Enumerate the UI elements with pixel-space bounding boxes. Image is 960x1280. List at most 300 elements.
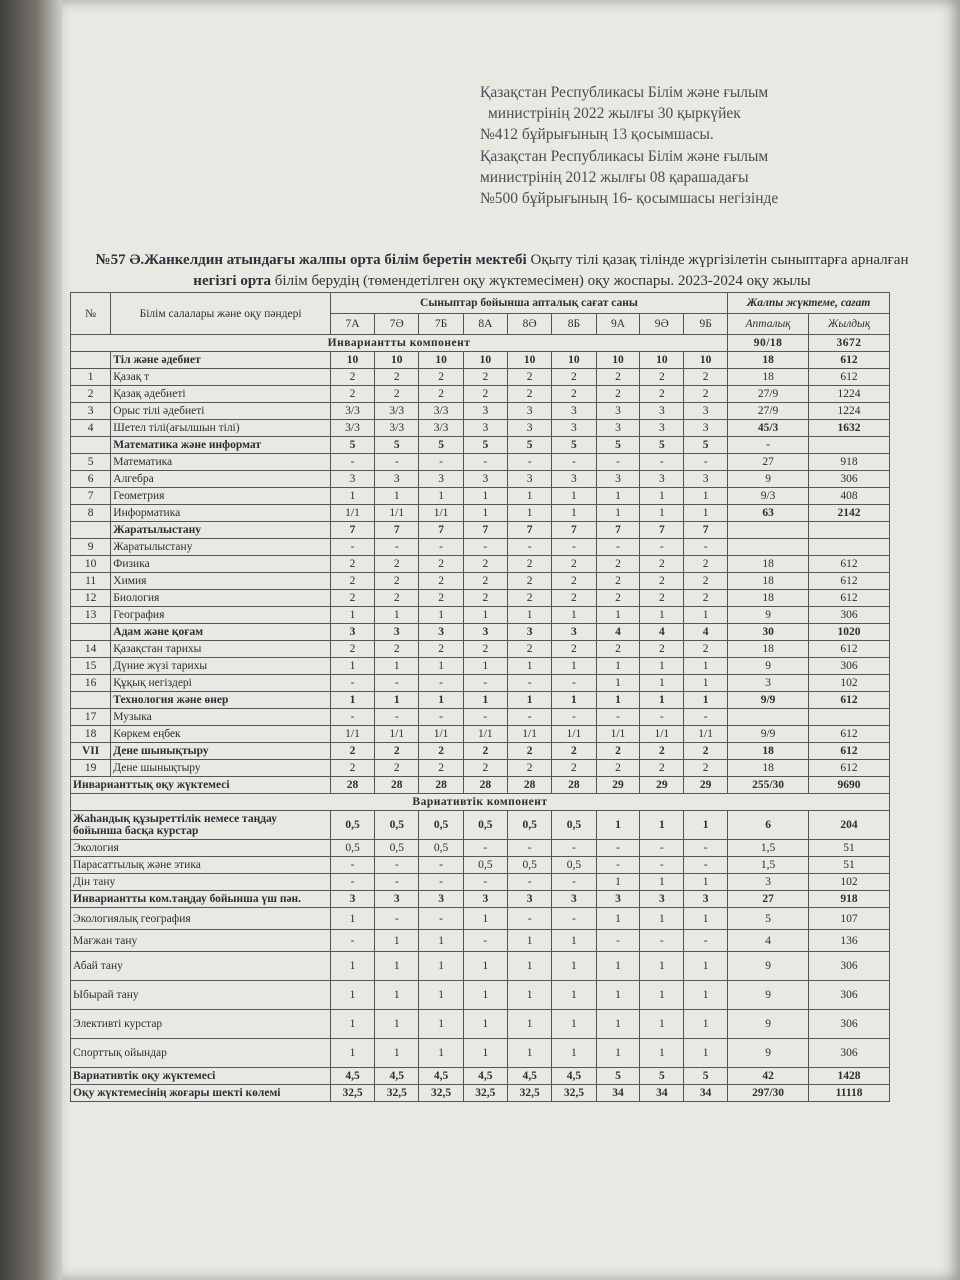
hours-cell: - (684, 709, 728, 726)
title-bold: негізгі орта (193, 273, 272, 289)
hours-cell: 1 (463, 981, 507, 1010)
hours-cell: - (463, 675, 507, 692)
hours-cell: 1 (596, 1010, 640, 1039)
hours-cell: 1 (507, 505, 551, 522)
hours-cell: 3 (684, 403, 728, 420)
hours-cell: 2 (375, 590, 419, 607)
table-row (71, 403, 890, 420)
col-subject: Білім салалары және оқу пәндері (111, 293, 331, 335)
subject-name: Жаратылыстану (111, 522, 331, 539)
hours-cell: - (684, 930, 728, 952)
hours-cell: 3 (507, 420, 551, 437)
hours-cell: - (507, 454, 551, 471)
subject-name: Вариативтік оқу жүктемесі (71, 1068, 331, 1085)
hours-cell: 1 (684, 811, 728, 840)
hours-cell: 2 (330, 590, 374, 607)
hours-cell: 2 (596, 760, 640, 777)
hours-cell: 5 (330, 437, 374, 454)
hours-cell: 1 (684, 952, 728, 981)
hours-cell: 1 (640, 607, 684, 624)
hours-cell: 3 (596, 891, 640, 908)
hours-cell: 1/1 (552, 726, 596, 743)
hours-cell: 1 (507, 981, 551, 1010)
hours-cell: 1 (375, 658, 419, 675)
hours-cell: 1 (684, 692, 728, 709)
hours-cell: 2 (552, 641, 596, 658)
yearly-total: 612 (809, 352, 890, 369)
hours-cell: - (684, 840, 728, 857)
table-row (71, 420, 890, 437)
hours-cell: 1 (596, 874, 640, 891)
hours-cell: 0,5 (419, 840, 463, 857)
col-number: № (71, 293, 111, 335)
hours-cell: 4,5 (507, 1068, 551, 1085)
class-8a: 8А (463, 314, 507, 335)
header-line: №412 бұйрығының 13 қосымшасы. (480, 126, 714, 143)
hours-cell: 1/1 (330, 726, 374, 743)
hours-cell: 1 (419, 952, 463, 981)
hours-cell: 2 (463, 386, 507, 403)
hours-cell: 0,5 (375, 840, 419, 857)
weekly-total (728, 539, 809, 556)
row-number: 17 (71, 709, 111, 726)
table-row (71, 930, 890, 952)
hours-cell: 1 (596, 607, 640, 624)
class-9ae: 9Ә (640, 314, 684, 335)
header-line: министрінің 2012 жылғы 08 қарашадағы (480, 169, 749, 186)
hours-cell: 1 (463, 692, 507, 709)
hours-cell: 5 (596, 437, 640, 454)
hours-cell: 1 (684, 488, 728, 505)
hours-cell: 28 (375, 777, 419, 794)
hours-cell: 1 (463, 505, 507, 522)
row-number (71, 522, 111, 539)
header-line: Қазақстан Республикасы Білім және ғылым (480, 84, 769, 101)
hours-cell: 32,5 (375, 1085, 419, 1102)
subject-name: Құқық негіздері (111, 675, 331, 692)
row-number: VII (71, 743, 111, 760)
hours-cell: 0,5 (507, 857, 551, 874)
hours-cell: 2 (596, 590, 640, 607)
hours-cell: 2 (552, 573, 596, 590)
hours-cell: 2 (552, 386, 596, 403)
hours-cell: 2 (419, 386, 463, 403)
table-row (71, 874, 890, 891)
table-row (71, 624, 890, 641)
hours-cell: 1 (330, 981, 374, 1010)
book-spine (0, 0, 62, 1280)
hours-cell: - (463, 454, 507, 471)
hours-cell: 1 (552, 607, 596, 624)
hours-cell: 1 (507, 1010, 551, 1039)
yearly-total: 306 (809, 471, 890, 488)
row-number: 9 (71, 539, 111, 556)
hours-cell: 5 (463, 437, 507, 454)
hours-cell: 2 (552, 369, 596, 386)
hours-cell: 2 (375, 760, 419, 777)
weekly-total: 255/30 (728, 777, 809, 794)
hours-cell: 3 (552, 403, 596, 420)
hours-cell: 1 (463, 488, 507, 505)
hours-cell: 4,5 (552, 1068, 596, 1085)
hours-cell: 1 (596, 952, 640, 981)
yearly-total: 306 (809, 952, 890, 981)
hours-cell: 5 (640, 1068, 684, 1085)
hours-cell: 2 (375, 743, 419, 760)
yearly-total: 612 (809, 692, 890, 709)
hours-cell: - (552, 709, 596, 726)
hours-cell: 2 (507, 760, 551, 777)
hours-cell: 1 (507, 952, 551, 981)
hours-cell: 2 (684, 556, 728, 573)
class-7ae: 7Ә (375, 314, 419, 335)
hours-cell: 1 (684, 1010, 728, 1039)
hours-cell: - (507, 840, 551, 857)
hours-cell: - (640, 454, 684, 471)
hours-cell: 0,5 (463, 811, 507, 840)
hours-cell: 2 (463, 369, 507, 386)
hours-cell: - (330, 675, 374, 692)
hours-cell: - (419, 857, 463, 874)
subject-name: Жаратылыстану (111, 539, 331, 556)
table-row (71, 675, 890, 692)
hours-cell: - (507, 709, 551, 726)
row-number (71, 437, 111, 454)
hours-cell: - (375, 675, 419, 692)
title-text: Оқыту тілі қазақ тілінде жүргізілетін сыныптарға арналған (526, 252, 909, 268)
hours-cell: 2 (507, 590, 551, 607)
hours-cell: 1 (552, 930, 596, 952)
hours-cell: 2 (552, 743, 596, 760)
hours-cell: - (463, 709, 507, 726)
hours-cell: 1/1 (419, 505, 463, 522)
hours-cell: 1 (596, 658, 640, 675)
weekly-total: 1,5 (728, 857, 809, 874)
hours-cell: 1 (375, 1010, 419, 1039)
hours-cell: 1 (419, 981, 463, 1010)
hours-cell: 1/1 (463, 726, 507, 743)
table-row (71, 556, 890, 573)
subject-name: Алгебра (111, 471, 331, 488)
hours-cell: - (640, 930, 684, 952)
yearly-total: 612 (809, 590, 890, 607)
hours-cell: 1 (552, 692, 596, 709)
title-text: білім берудің (төмендетілген оқу жүктемесімен) оқу жоспары. 2023-2024 оқу жылы (271, 273, 811, 289)
header-line: министрінің 2022 жылғы 30 қыркүйек (488, 105, 741, 122)
hours-cell: 3 (463, 420, 507, 437)
hours-cell: 0,5 (330, 840, 374, 857)
hours-cell: - (330, 930, 374, 952)
weekly-total: 9 (728, 471, 809, 488)
table-row (71, 1010, 890, 1039)
table-row (71, 760, 890, 777)
table-row (71, 386, 890, 403)
subject-name: Дене шынықтыру (111, 743, 331, 760)
row-number (71, 692, 111, 709)
hours-cell: 2 (507, 573, 551, 590)
hours-cell: 1 (640, 675, 684, 692)
weekly-total: 9 (728, 981, 809, 1010)
yearly-total: 1224 (809, 386, 890, 403)
document-page (62, 0, 960, 1280)
hours-cell: 2 (596, 743, 640, 760)
row-number: 16 (71, 675, 111, 692)
hours-cell: - (640, 857, 684, 874)
hours-cell: 1 (684, 1039, 728, 1068)
weekly-total: 9 (728, 952, 809, 981)
hours-cell: 1 (640, 505, 684, 522)
weekly-total: 18 (728, 641, 809, 658)
weekly-total: 9/3 (728, 488, 809, 505)
yearly-total: 918 (809, 454, 890, 471)
subject-name: Дене шынықтыру (111, 760, 331, 777)
hours-cell: 4,5 (375, 1068, 419, 1085)
variant-section-label: Вариативтік компонент (71, 794, 890, 811)
table-row (71, 743, 890, 760)
yearly-total: 11118 (809, 1085, 890, 1102)
hours-cell: 3 (507, 624, 551, 641)
hours-cell: 3 (375, 471, 419, 488)
hours-cell: 32,5 (463, 1085, 507, 1102)
yearly-total (809, 709, 890, 726)
hours-cell: - (507, 874, 551, 891)
header-line: Қазақстан Республикасы Білім және ғылым (480, 148, 769, 165)
hours-cell: 1 (684, 505, 728, 522)
hours-cell: 1 (640, 811, 684, 840)
hours-cell: 3 (507, 891, 551, 908)
hours-cell: 2 (552, 760, 596, 777)
subject-name: Қазақ т (111, 369, 331, 386)
hours-cell: 1 (463, 952, 507, 981)
hours-cell: 0,5 (375, 811, 419, 840)
table-row (71, 641, 890, 658)
row-number: 11 (71, 573, 111, 590)
hours-cell: - (330, 874, 374, 891)
hours-cell: 2 (330, 369, 374, 386)
hours-cell: 3 (640, 891, 684, 908)
hours-cell: 3 (330, 624, 374, 641)
hours-cell: 7 (507, 522, 551, 539)
hours-cell: - (552, 908, 596, 930)
hours-cell: - (596, 840, 640, 857)
hours-cell: - (507, 675, 551, 692)
hours-cell: 3/3 (375, 420, 419, 437)
hours-cell: 32,5 (419, 1085, 463, 1102)
weekly-total: 9 (728, 1010, 809, 1039)
hours-cell: 1 (330, 692, 374, 709)
hours-cell: - (419, 675, 463, 692)
weekly-total: 4 (728, 930, 809, 952)
row-number: 6 (71, 471, 111, 488)
hours-cell: 2 (596, 556, 640, 573)
subject-name: Оқу жүктемесінің жоғары шекті көлемі (71, 1085, 331, 1102)
hours-cell: 3 (596, 471, 640, 488)
weekly-total: 1,5 (728, 840, 809, 857)
hours-cell: 4,5 (330, 1068, 374, 1085)
subject-name: Тіл және әдебиет (111, 352, 331, 369)
hours-cell: 1 (552, 1039, 596, 1068)
hours-cell: 2 (596, 573, 640, 590)
hours-cell: 1 (419, 930, 463, 952)
hours-cell: - (375, 709, 419, 726)
hours-cell: - (596, 857, 640, 874)
table-row (71, 454, 890, 471)
hours-cell: 1 (552, 952, 596, 981)
class-7b: 7Б (419, 314, 463, 335)
subject-name: Қазақстан тарихы (111, 641, 331, 658)
hours-cell: 2 (463, 573, 507, 590)
subject-name: Музыка (111, 709, 331, 726)
hours-cell: 4 (640, 624, 684, 641)
hours-cell: 3 (330, 891, 374, 908)
hours-cell: 1 (552, 1010, 596, 1039)
row-number: 4 (71, 420, 111, 437)
hours-cell: 2 (330, 386, 374, 403)
hours-cell: - (463, 930, 507, 952)
hours-cell: - (640, 840, 684, 857)
subject-name: Математика (111, 454, 331, 471)
table-row (71, 607, 890, 624)
hours-cell: - (596, 930, 640, 952)
hours-cell: 3/3 (330, 403, 374, 420)
hours-cell: 1 (552, 981, 596, 1010)
hours-cell: - (375, 874, 419, 891)
hours-cell: - (419, 908, 463, 930)
class-7a: 7А (330, 314, 374, 335)
table-row (71, 539, 890, 556)
hours-cell: 7 (375, 522, 419, 539)
table-row (71, 471, 890, 488)
hours-cell: 5 (419, 437, 463, 454)
weekly-total: 18 (728, 369, 809, 386)
table-row (71, 437, 890, 454)
subject-name: Инварианттық оқу жүктемесі (71, 777, 331, 794)
hours-cell: - (419, 874, 463, 891)
hours-cell: 1 (640, 908, 684, 930)
subject-name: Шетел тілі(ағылшын тілі) (111, 420, 331, 437)
hours-cell: 32,5 (330, 1085, 374, 1102)
yearly-total: 612 (809, 726, 890, 743)
hours-cell: 2 (640, 369, 684, 386)
hours-cell: - (375, 908, 419, 930)
hours-cell: 2 (463, 590, 507, 607)
hours-cell: 2 (684, 369, 728, 386)
hours-cell: 5 (375, 437, 419, 454)
hours-cell: 3 (596, 420, 640, 437)
invariant-weekly-total: 90/18 (728, 335, 809, 352)
table-row (71, 1085, 890, 1102)
hours-cell: 2 (463, 641, 507, 658)
hours-cell: 3 (640, 471, 684, 488)
hours-cell: 2 (640, 590, 684, 607)
weekly-total: 9 (728, 658, 809, 675)
hours-cell: 7 (552, 522, 596, 539)
hours-cell: 3 (507, 403, 551, 420)
hours-cell: 3 (552, 420, 596, 437)
table-row (71, 692, 890, 709)
row-number: 3 (71, 403, 111, 420)
hours-cell: 4,5 (463, 1068, 507, 1085)
subject-name: Информатика (111, 505, 331, 522)
row-number: 12 (71, 590, 111, 607)
hours-cell: 10 (640, 352, 684, 369)
hours-cell: 10 (463, 352, 507, 369)
table-row (71, 777, 890, 794)
hours-cell: 7 (330, 522, 374, 539)
subject-name: Жаһандық құзыреттілік немесе таңдау бойынша басқа курстар (71, 811, 331, 840)
school-name: №57 Ә.Жанкелдин атындағы жалпы орта білім беретін мектебі (95, 252, 527, 268)
weekly-total: 297/30 (728, 1085, 809, 1102)
hours-cell: 2 (419, 590, 463, 607)
weekly-total: 63 (728, 505, 809, 522)
hours-cell: 7 (596, 522, 640, 539)
row-number: 7 (71, 488, 111, 505)
hours-cell: 3 (552, 471, 596, 488)
class-8b: 8Б (552, 314, 596, 335)
table-row (71, 952, 890, 981)
hours-cell: - (552, 840, 596, 857)
subject-name: Дін тану (71, 874, 331, 891)
hours-cell: 2 (419, 743, 463, 760)
subject-name: Қазақ әдебиеті (111, 386, 331, 403)
hours-cell: 1 (375, 692, 419, 709)
hours-cell: 1 (596, 908, 640, 930)
subject-name: Геометрия (111, 488, 331, 505)
hours-cell: 1 (640, 488, 684, 505)
hours-cell: 7 (463, 522, 507, 539)
hours-cell: 1 (419, 692, 463, 709)
hours-cell: 34 (684, 1085, 728, 1102)
yearly-total: 1224 (809, 403, 890, 420)
hours-cell: 2 (507, 743, 551, 760)
subject-name: Математика және информат (111, 437, 331, 454)
table-row (71, 811, 890, 840)
hours-cell: 3 (552, 891, 596, 908)
hours-cell: 1 (330, 488, 374, 505)
hours-cell: 1 (552, 488, 596, 505)
subject-name: Химия (111, 573, 331, 590)
hours-cell: - (463, 874, 507, 891)
hours-cell: 1/1 (640, 726, 684, 743)
subject-name: Парасаттылық және этика (71, 857, 331, 874)
yearly-total (809, 522, 890, 539)
hours-cell: 2 (375, 556, 419, 573)
hours-cell: 2 (330, 743, 374, 760)
hours-cell: 2 (596, 641, 640, 658)
yearly-total: 102 (809, 874, 890, 891)
yearly-total: 306 (809, 1010, 890, 1039)
hours-cell: 3 (330, 471, 374, 488)
hours-cell: 3 (507, 471, 551, 488)
weekly-total: 3 (728, 874, 809, 891)
hours-cell: 1 (507, 930, 551, 952)
hours-cell: 2 (375, 573, 419, 590)
table-row (71, 658, 890, 675)
hours-cell: 2 (507, 386, 551, 403)
hours-cell: 34 (640, 1085, 684, 1102)
yearly-total: 612 (809, 641, 890, 658)
table-row (71, 1039, 890, 1068)
hours-cell: - (507, 908, 551, 930)
hours-cell: - (375, 454, 419, 471)
table-row (71, 709, 890, 726)
hours-cell: 10 (552, 352, 596, 369)
subject-name: Көркем еңбек (111, 726, 331, 743)
yearly-total: 306 (809, 607, 890, 624)
hours-cell: 2 (330, 641, 374, 658)
header-line: №500 бұйрығының 16- қосымшасы негізінде (480, 190, 779, 207)
hours-cell: 0,5 (552, 811, 596, 840)
